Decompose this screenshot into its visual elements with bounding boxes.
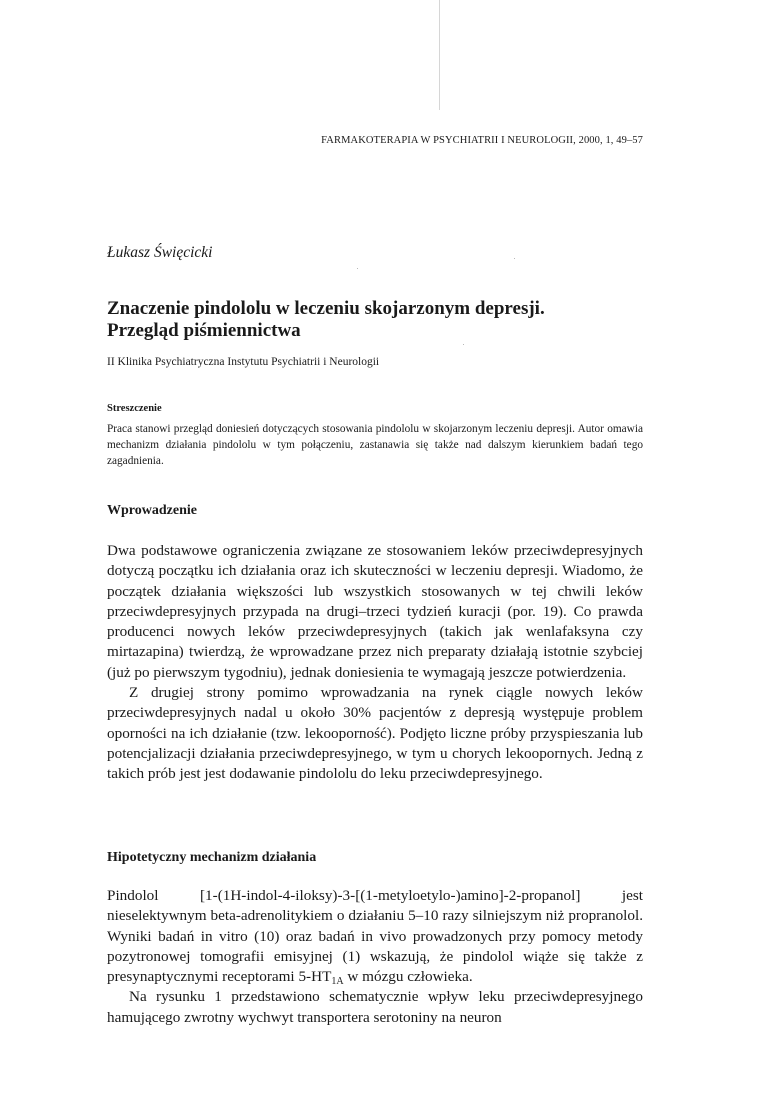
abstract-text: Praca stanowi przegląd doniesień dotyczących stosowania pindololu w skojarzonym leczeniu depresji. Autor omawia mechanizm działania pindololu w tym połączeniu, zastanawia się także nad dalszym kierunkiem badań tego zagadnienia. [107,423,643,467]
receptor-subscript: 1A [331,976,344,988]
paragraph: Z drugiej strony pomimo wprowadzania na rynek ciągle nowych leków przeciwdepresyjnych nadal u około 30% pacjentów z depresją występuje problem oporności na ich działanie (tzw. lekooporność). Podjęto liczne próby przyspieszania lub potencjalizacji działania przeciwdepresyjnego, w tym u chorych lekoopornych. Jedną z takich prób jest jest dodawanie pindololu do leku przeciwdepresyjnego. [107,684,643,783]
journal-header: FARMAKOTERAPIA W PSYCHIATRII I NEUROLOGII, 2000, 1, 49–57 [321,135,643,146]
abstract-heading: Streszczenie [107,403,162,414]
section-heading-introduction: Wprowadzenie [107,503,197,518]
mechanism-body [107,886,643,1028]
paragraph: Na rysunku 1 przedstawiono schematycznie wpływ leku przeciwdepresyjnego hamującego zwrotny wychwyt transportera serotoniny na neuron [107,988,643,1026]
scan-speck [514,258,515,259]
scan-artifact-line [439,0,440,110]
paragraph-text-end: w mózgu człowieka. [343,968,473,986]
scan-speck [463,344,464,345]
paragraph: Dwa podstawowe ograniczenia związane ze stosowaniem leków przeciwdepresyjnych dotyczą początku ich działania oraz ich skuteczności w leczeniu depresji. Wiadomo, że początek działania większości lub wszystkich stosowanych w tej chwili leków przeciwdepresyjnych przypada na drugi–trzeci tydzień kuracji (por. 19). Co prawda producenci nowych leków przeciwdepresyjnych (takich jak wenlafaksyna czy mirtazapina) twierdzą, że wprowadzane przez nich preparaty działają istotnie szybciej (już po pierwszym tygodniu), jednak doniesienia te wymagają jeszcze potwierdzenia. [107,542,643,681]
article-title [107,298,647,342]
introduction-body [107,541,643,785]
author-name: Łukasz Święcicki [107,244,213,261]
scan-speck [357,268,358,269]
affiliation: II Klinika Psychiatryczna Instytutu Psychiatrii i Neurologii [107,356,380,368]
section-heading-mechanism: Hipotetyczny mechanizm działania [107,850,317,865]
title-line-1: Znaczenie pindololu w leczeniu skojarzonym depresji. [107,298,545,319]
title-line-2: Przegląd piśmiennictwa [107,320,301,341]
paragraph-text: Pindolol [1-(1H-indol-4-iloksy)-3-[(1-metyloetylo-)amino]-2-propanol] jest nieselektywnym beta-adrenolitykiem o działaniu 5–10 razy silniejszym niż propranolol. Wyniki badań in vitro (10) oraz badań in vivo prowadzonych przy pomocy metody pozytronowej tomografii emisyjnej (1) wskazują, że pindolol wiąże się także z presynaptycznymi receptorami 5-HT [107,887,643,986]
paragraph [107,886,643,987]
